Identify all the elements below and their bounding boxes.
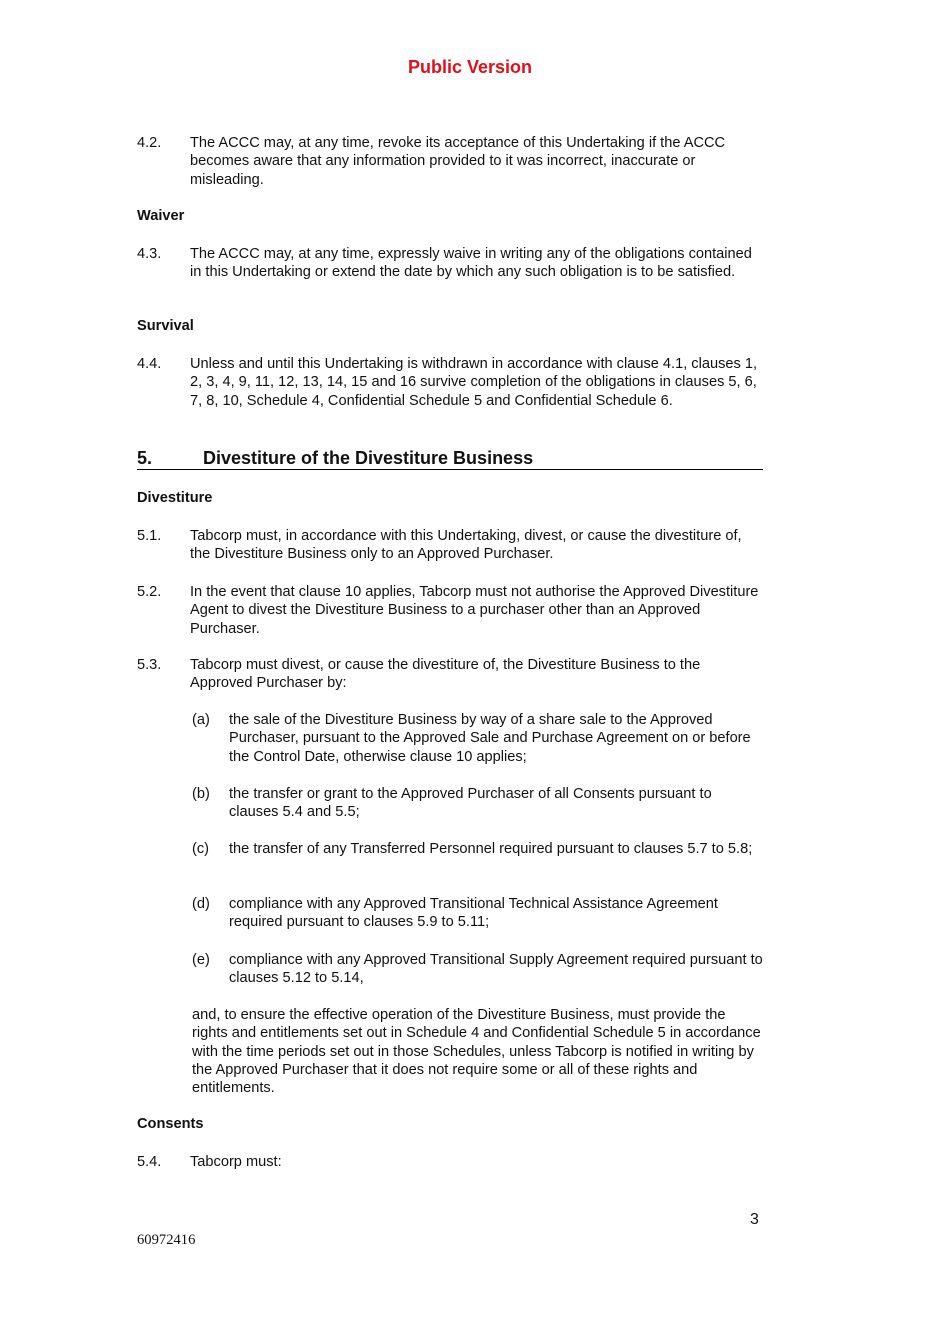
subclause-label: (e) [192,952,210,968]
clause-text: In the event that clause 10 applies, Tabcorp must not authorise the Approved Divestiture Agent to divest the Divestiture Business to a purchaser other than an Approved Purchaser. [190,584,759,637]
section-number: 5. [137,448,153,468]
clause-text: Tabcorp must, in accordance with this Undertaking, divest, or cause the divestiture of, the Divestiture Business only to an Approved Purchaser. [190,528,742,563]
subclause-text: the sale of the Divestiture Business by way of a share sale to the Approved Purchaser, pursuant to the Approved Sale and Purchase Agreement on or before the Control Date, otherwise clause 10 applies; [229,712,751,765]
clause-number: 5.4. [137,1154,162,1170]
clause-number: 5.3. [137,657,162,673]
clause-number: 4.2. [137,135,162,151]
clause-number: 5.1. [137,528,162,544]
clause-text: The ACCC may, at any time, expressly waive in writing any of the obligations contained in this Undertaking or extend the date by which any such obligation is to be satisfied. [190,246,752,281]
heading-survival: Survival [137,318,194,334]
section-title: Divestiture of the Divestiture Business [203,448,534,468]
page-number: 3 [750,1211,759,1228]
public-version-banner: Public Version [407,57,533,77]
clause-text: Unless and until this Undertaking is withdrawn in accordance with clause 4.1, clauses 1, 2, 3, 4, 9, 11, 12, 13, 14, 15 and 16 survive completion of the obligations in clauses 5, 6, 7, 8, 10, Schedule 4, Confidential Schedule 5 and Confidential Schedule 6. [190,356,758,409]
subclause-label: (c) [192,841,210,857]
clause-number: 4.3. [137,246,162,262]
subclause-label: (b) [192,786,210,802]
subclause-text: the transfer or grant to the Approved Purchaser of all Consents pursuant to clauses 5.4 and 5.5; [229,786,712,821]
document-id: 60972416 [137,1232,196,1248]
clause-text: The ACCC may, at any time, revoke its acceptance of this Undertaking if the ACCC becomes aware that any information provided to it was incorrect, inaccurate or misleading. [190,135,726,188]
clause-text: Tabcorp must: [190,1154,282,1170]
subclause-label: (d) [192,896,210,912]
heading-waiver: Waiver [137,208,185,224]
subclause-text: compliance with any Approved Transitional Supply Agreement required pursuant to clauses 5.12 to 5.14, [229,952,763,987]
subclause-text: the transfer of any Transferred Personnel required pursuant to clauses 5.7 to 5.8; [229,841,753,857]
clause-text: Tabcorp must divest, or cause the divestiture of, the Divestiture Business to the Approved Purchaser by: [190,657,701,692]
section-heading [137,448,763,470]
heading-consents: Consents [137,1116,204,1132]
subclause-text: compliance with any Approved Transitional Technical Assistance Agreement required pursuant to clauses 5.9 to 5.11; [229,896,718,931]
subclause-label: (a) [192,712,210,728]
clause-number: 5.2. [137,584,162,600]
clause-number: 4.4. [137,356,162,372]
heading-divestiture: Divestiture [137,490,213,506]
clause-continuation-text: and, to ensure the effective operation of the Divestiture Business, must provide the rights and entitlements set out in Schedule 4 and Confidential Schedule 5 in accordance with the time periods set out in those Schedules, unless Tabcorp is notified in writing by the Approved Purchaser that it does not require some or all of these rights and entitlements. [192,1007,761,1097]
